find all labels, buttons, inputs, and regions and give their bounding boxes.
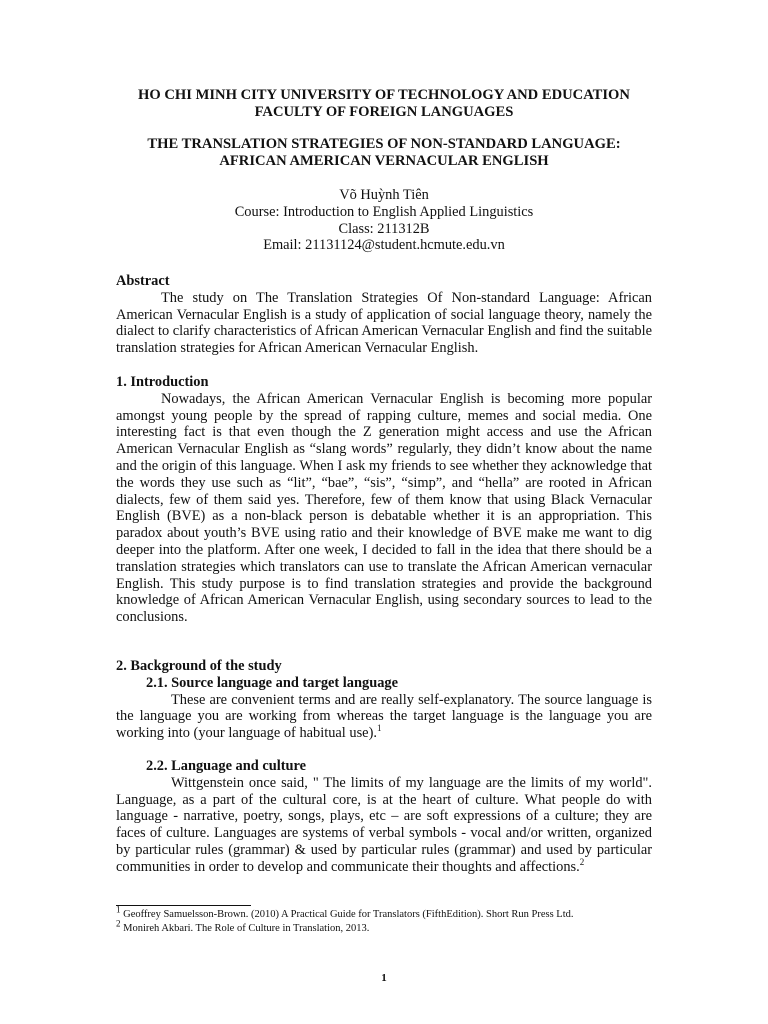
footnote-1	[116, 904, 676, 922]
abstract-text: The study on The Translation Strategies Of Non-standard Language: African American Vernacular English is a study of application of social language theory, namely the dialect to clarify characteristics of African American Vernacular English and find the suitable translation strategies for African American Vernacular English.	[116, 289, 652, 357]
institution-header	[60, 87, 708, 122]
footnote-divider	[116, 905, 251, 906]
author-name: Võ Huỳnh Tiên	[339, 187, 429, 203]
institution-line-1: HO CHI MINH CITY UNIVERSITY OF TECHNOLOGY AND EDUCATION	[138, 87, 630, 103]
background-section	[116, 658, 652, 876]
subsection-2-2-heading: 2.2. Language and culture	[146, 757, 307, 774]
footnote-mark-1: 1	[116, 904, 121, 915]
author-course: Course: Introduction to English Applied Linguistics	[234, 203, 534, 220]
title-line-1: THE TRANSLATION STRATEGIES OF NON-STANDARD LANGUAGE:	[147, 136, 621, 152]
abstract-heading: Abstract	[116, 273, 170, 289]
subsection-2-2-text	[116, 775, 652, 876]
institution-line-2: FACULTY OF FOREIGN LANGUAGES	[254, 104, 514, 121]
paper-title	[60, 136, 708, 171]
introduction-section	[116, 374, 652, 626]
author-class: Class: 211312B	[338, 220, 430, 237]
subsection-2-1-text	[116, 692, 652, 742]
footnote-text-2: Monireh Akbari. The Role of Culture in Translation, 2013.	[123, 923, 370, 934]
background-heading: 2. Background of the study	[116, 658, 282, 674]
subsection-2-1-body: These are convenient terms and are really self-explanatory. The source language is the language you are working from whereas the target language is the language you are working into (your language of habitual use).	[116, 691, 652, 742]
abstract-section	[116, 273, 652, 357]
footnote-mark-2: 2	[116, 918, 121, 929]
footnote-text-1: Geoffrey Samuelsson-Brown. (2010) A Practical Guide for Translators (FifthEdition). Short Run Press Ltd.	[123, 909, 574, 920]
author-block	[60, 187, 708, 254]
footnotes	[116, 904, 676, 936]
title-line-2: AFRICAN AMERICAN VERNACULAR ENGLISH	[219, 153, 549, 170]
introduction-text: Nowadays, the African American Vernacular English is becoming more popular amongst young people by the spread of rapping culture, memes and social media. One interesting fact is that even though the Z generation might access and use the African American Vernacular English as “slang words” regularly, they didn’t know about the name and the origin of this language. When I ask my friends to see whether they acknowledge that the words they use such as “lit”, “bae”, “sis”, “simp”, and “hella” are rooted in African dialects, few of them said yes. Therefore, few of them know that using Black Vernacular English (BVE) as a non-black person is debatable whether it is an appropriation. This paradox about youth’s BVE using ratio and their knowledge of BVE make me want to dig deeper into the platform. After one week, I decided to fall in the idea that there should be a translation strategies which translators can use to translate the African American vernacular English. This study purpose is to find translation strategies and provide the background knowledge of African American Vernacular English, using secondary sources to lead to the conclusions.	[116, 390, 652, 626]
subsection-2-2-body: Wittgenstein once said, " The limits of my language are the limits of my world". Language, as a part of the cultural core, is at the heart of culture. What people do with language - narrative, poetry, songs, plays, etc – are soft expressions of a culture; they are faces of culture. Languages are systems of verbal symbols - vocal and/or written, organized by particular rules (grammar) & used by particular rules (grammar) and used by particular communities in order to develop and communicate their thoughts and affections.	[116, 774, 652, 875]
page-number: 1	[381, 972, 387, 984]
footnote-ref-2[interactable]: 2	[579, 856, 585, 867]
footnote-ref-1[interactable]: 1	[376, 723, 382, 734]
author-email: Email: 21131124@student.hcmute.edu.vn	[263, 237, 505, 254]
footnote-2	[116, 918, 676, 936]
subsection-2-1-heading: 2.1. Source language and target language	[146, 674, 398, 691]
introduction-heading: 1. Introduction	[116, 374, 209, 390]
